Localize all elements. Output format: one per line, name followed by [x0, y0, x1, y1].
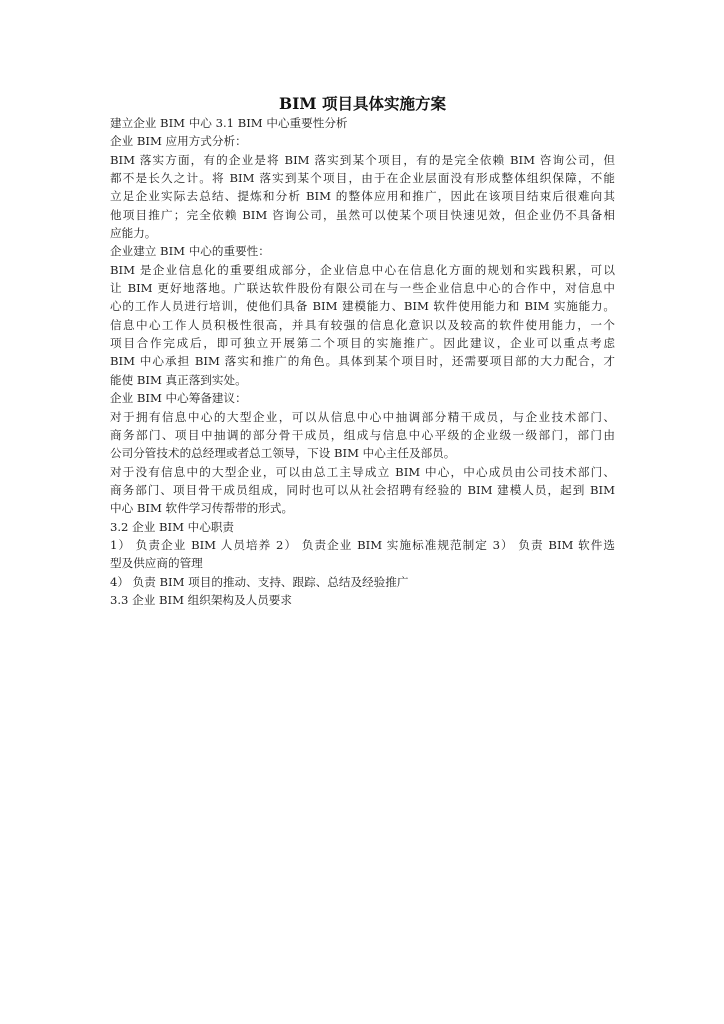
- subheading: 企业建立 BIM 中心的重要性：: [110, 244, 270, 259]
- section-heading: 建立企业 BIM 中心 3.1 BIM 中心重要性分析: [110, 116, 348, 130]
- paragraph-line: 对于没有信息中的大型企业，可以由总工主导成立 BIM 中心，中心成员由公司技术部门、: [110, 464, 615, 479]
- paragraph-line: 商务部门、项目骨干成员组成，同时也可以从社会招聘有经验的 BIM 建模人员，起到 BIM: [110, 482, 615, 497]
- document-title: BIM 项目具体实施方案: [279, 94, 446, 113]
- list-item: 4） 负责 BIM 项目的推动、支持、跟踪、总结及经验推广: [110, 574, 409, 589]
- section-heading: 3.3 企业 BIM 组织架构及人员要求: [110, 592, 292, 607]
- section-heading: 3.2 企业 BIM 中心职责: [110, 519, 235, 534]
- paragraph-line: 信息中心工作人员积极性很高，并具有较强的信息化意识以及较高的软件使用能力，一个: [110, 317, 615, 332]
- list-item: 1） 负责企业 BIM 人员培养 2） 负责企业 BIM 实施标准规范制定 3） 负责 BIM 软件选: [110, 537, 615, 552]
- subheading: 企业 BIM 应用方式分析：: [110, 134, 247, 149]
- paragraph-line: 立足企业实际去总结、提炼和分析 BIM 的整体应用和推广，因此在该项目结束后很难向其: [110, 189, 615, 204]
- paragraph-line: 中心 BIM 软件学习传帮带的形式。: [110, 501, 294, 516]
- paragraph-line: BIM 落实方面，有的企业是将 BIM 落实到某个项目，有的是完全依赖 BIM 咨询公司，但: [110, 152, 615, 167]
- paragraph-line: 应能力。: [110, 226, 157, 241]
- paragraph-line: 公司分管技术的总经理或者总工领导，下设 BIM 中心主任及部员。: [110, 446, 456, 461]
- subheading: 企业 BIM 中心筹备建议：: [110, 391, 247, 406]
- paragraph-line: 项目合作完成后，即可独立开展第二个项目的实施推广。因此建议，企业可以重点考虑: [110, 336, 615, 351]
- list-item: 型及供应商的管理: [110, 556, 203, 571]
- paragraph-line: BIM 是企业信息化的重要组成部分，企业信息中心在信息化方面的规划和实践积累，可以: [110, 262, 615, 277]
- paragraph-line: 心的工作人员进行培训，使他们具备 BIM 建模能力、BIM 软件使用能力和 BIM 实施能力。: [110, 299, 615, 314]
- paragraph-line: 对于拥有信息中心的大型企业，可以从信息中心中抽调部分精干成员，与企业技术部门、: [110, 409, 615, 424]
- paragraph-line: BIM 中心承担 BIM 落实和推广的角色。具体到某个项目时，还需要项目部的大力配合，才: [110, 354, 615, 369]
- document-page: [110, 94, 615, 609]
- paragraph-line: 他项目推广；完全依赖 BIM 咨询公司，虽然可以使某个项目快速见效，但企业仍不具备相: [110, 207, 615, 222]
- paragraph-line: 商务部门、项目中抽调的部分骨干成员，组成与信息中心平级的企业级一级部门，部门由: [110, 427, 615, 442]
- paragraph-line: 都不是长久之计。将 BIM 落实到某个项目，由于在企业层面没有形成整体组织保障，不能: [110, 171, 615, 186]
- paragraph-line: 能使 BIM 真正落到实处。: [110, 372, 247, 387]
- paragraph-line: 让 BIM 更好地落地。广联达软件股份有限公司在与一些企业信息中心的合作中，对信息中: [110, 281, 615, 296]
